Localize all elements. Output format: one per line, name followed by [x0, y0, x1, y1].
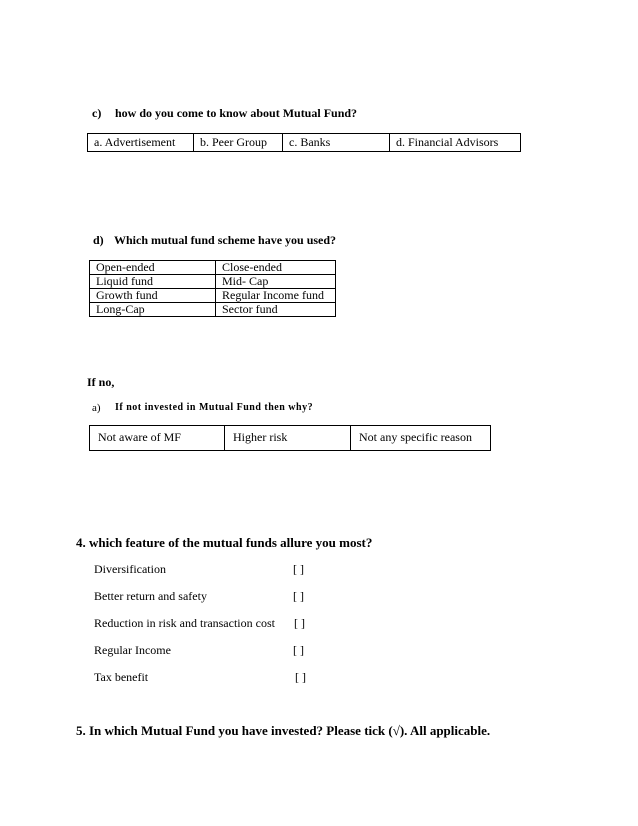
table-row: [90, 275, 336, 289]
scheme-cell: Sector fund: [216, 303, 336, 317]
scheme-cell: Regular Income fund: [216, 289, 336, 303]
question-d-label: d): [93, 233, 104, 247]
feature-risk-reduction-checkbox[interactable]: [ ]: [294, 616, 305, 630]
question-4-text: 4. which feature of the mutual funds allure you most?: [76, 535, 373, 550]
feature-regular-income-label: Regular Income: [94, 643, 171, 657]
feature-tax-benefit-checkbox[interactable]: [ ]: [295, 670, 306, 684]
feature-diversification-label: Diversification: [94, 562, 166, 576]
option-advertisement: a. Advertisement: [88, 134, 194, 152]
table-row: [90, 261, 336, 275]
question-c-options-table: [87, 133, 521, 152]
scheme-cell: Liquid fund: [90, 275, 216, 289]
scheme-cell: Long-Cap: [90, 303, 216, 317]
feature-diversification-checkbox[interactable]: [ ]: [293, 562, 304, 576]
option-financial-advisors: d. Financial Advisors: [390, 134, 521, 152]
if-no-heading: If no,: [87, 375, 115, 389]
table-row: [90, 289, 336, 303]
if-no-reasons-table: [89, 425, 491, 451]
reason-not-aware: Not aware of MF: [90, 426, 225, 451]
feature-return-safety-label: Better return and safety: [94, 589, 207, 603]
question-d-scheme-table: [89, 260, 336, 317]
question-5-text: 5. In which Mutual Fund you have invested? Please tick (√). All applicable.: [76, 723, 491, 738]
question-c-label: c): [92, 106, 102, 120]
reason-higher-risk: Higher risk: [225, 426, 351, 451]
scheme-cell: Growth fund: [90, 289, 216, 303]
if-no-label: a): [92, 402, 101, 414]
question-d-text: Which mutual fund scheme have you used?: [114, 233, 337, 247]
if-no-question: If not invested in Mutual Fund then why?: [115, 402, 314, 413]
reason-not-specific: Not any specific reason: [351, 426, 491, 451]
question-c-text: how do you come to know about Mutual Fund?: [115, 106, 358, 120]
scheme-cell: Close-ended: [216, 261, 336, 275]
feature-risk-reduction-label: Reduction in risk and transaction cost: [94, 616, 275, 630]
option-peer-group: b. Peer Group: [194, 134, 283, 152]
scheme-cell: Open-ended: [90, 261, 216, 275]
option-banks: c. Banks: [283, 134, 390, 152]
feature-return-safety-checkbox[interactable]: [ ]: [293, 589, 304, 603]
feature-regular-income-checkbox[interactable]: [ ]: [293, 643, 304, 657]
scheme-cell: Mid- Cap: [216, 275, 336, 289]
table-row: [90, 303, 336, 317]
feature-tax-benefit-label: Tax benefit: [94, 670, 149, 684]
